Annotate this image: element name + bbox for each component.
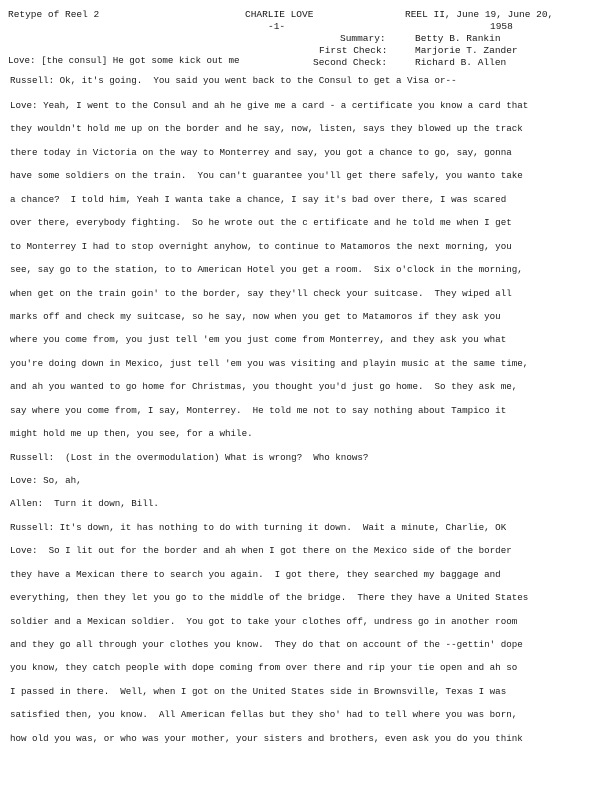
transcript-line: Love: [the consul] He got some kick out me xyxy=(8,56,240,66)
credit-first-check-label: First Check: xyxy=(319,45,388,56)
transcript-line: you're doing down in Mexico, just tell 'em you was visiting and playin music at the same time, xyxy=(10,359,529,369)
credit-second-check-label: Second Check: xyxy=(313,57,388,68)
transcript-line: Russell: It's down, it has nothing to do with turning it down. Wait a minute, Charlie, OK xyxy=(10,523,507,533)
transcript-line: there today in Victoria on the way to Monterrey and say, you got a chance to go, say, gonna xyxy=(10,148,512,158)
reel-year: 1958 xyxy=(490,21,513,32)
transcript-line: you know, they catch people with dope coming from over there and rip your tie open and ah so xyxy=(10,663,518,673)
transcript-line: marks off and check my suitcase, so he say, now when you get to Matamoros if they ask you xyxy=(10,312,501,322)
transcript-line: Russell: Ok, it's going. You said you went back to the Consul to get a Visa or-- xyxy=(10,76,457,86)
transcript-line: see, say go to the station, to to American Hotel you get a room. Six o'clock in the morning, xyxy=(10,265,523,275)
reel-info: REEL II, June 19, June 20, xyxy=(405,9,554,20)
transcript-line: how old you was, or who was your mother, your sisters and brothers, even ask you do you think xyxy=(10,734,523,744)
credit-first-check-name: Marjorie T. Zander xyxy=(415,45,518,56)
transcript-line: and ah you wanted to go home for Christmas, you thought you'd just go home. So they ask me, xyxy=(10,382,518,392)
transcript-line: Love: So, ah, xyxy=(10,476,82,486)
credit-summary-name: Betty B. Rankin xyxy=(415,33,501,44)
transcript-line: soldier and a Mexican soldier. You got to take your clothes off, undress go in another room xyxy=(10,617,518,627)
transcript-line: Russell: (Lost in the overmodulation) What is wrong? Who knows? xyxy=(10,453,369,463)
transcript-line: to Monterrey I had to stop overnight anyhow, to continue to Matamoros the next morning, you xyxy=(10,242,512,252)
credit-second-check-name: Richard B. Allen xyxy=(415,57,507,68)
transcript-line: Love: Yeah, I went to the Consul and ah he give me a card - a certificate you know a card that xyxy=(10,101,529,111)
transcript-line: everything, then they let you go to the middle of the bridge. There they have a United States xyxy=(10,593,529,603)
transcript-line: Allen: Turn it down, Bill. xyxy=(10,499,159,509)
transcript-line: and they go all through your clothes you know. They do that on account of the --gettin' dope xyxy=(10,640,523,650)
transcript-line: might hold me up then, you see, for a while. xyxy=(10,429,253,439)
speaker-name: CHARLIE LOVE xyxy=(245,9,314,20)
transcript-line: have some soldiers on the train. You can't guarantee you'll get there safely, you wanto take xyxy=(10,171,523,181)
page-number: -1- xyxy=(268,21,286,32)
transcript-line: I passed in there. Well, when I got on the United States side in Brownsville, Texas I was xyxy=(10,687,507,697)
credit-summary-label: Summary: xyxy=(340,33,386,44)
transcript-line: say where you come from, I say, Monterrey. He told me not to say nothing about Tampico it xyxy=(10,406,507,416)
transcript-line: they have a Mexican there to search you again. I got there, they searched my baggage and xyxy=(10,570,501,580)
retype-label: Retype of Reel 2 xyxy=(8,9,100,20)
transcript-line: when get on the train goin' to the border, say they'll check your suitcase. They wiped all xyxy=(10,289,512,299)
transcript-line: over there, everybody fighting. So he wrote out the c ertificate and he told me when I get xyxy=(10,218,512,228)
transcript-line: satisfied then, you know. All American fellas but they sho' had to tell where you was born, xyxy=(10,710,518,720)
transcript-line: a chance? I told him, Yeah I wanta take a chance, I say it's bad over there, I was scared xyxy=(10,195,507,205)
transcript-line: Love: So I lit out for the border and ah when I got there on the Mexico side of the border xyxy=(10,546,512,556)
transcript-line: where you come from, you just tell 'em you just come from Monterrey, and they ask you what xyxy=(10,335,507,345)
transcript-line: they wouldn't hold me up on the border and he say, now, listen, says they blowed up the track xyxy=(10,124,523,134)
